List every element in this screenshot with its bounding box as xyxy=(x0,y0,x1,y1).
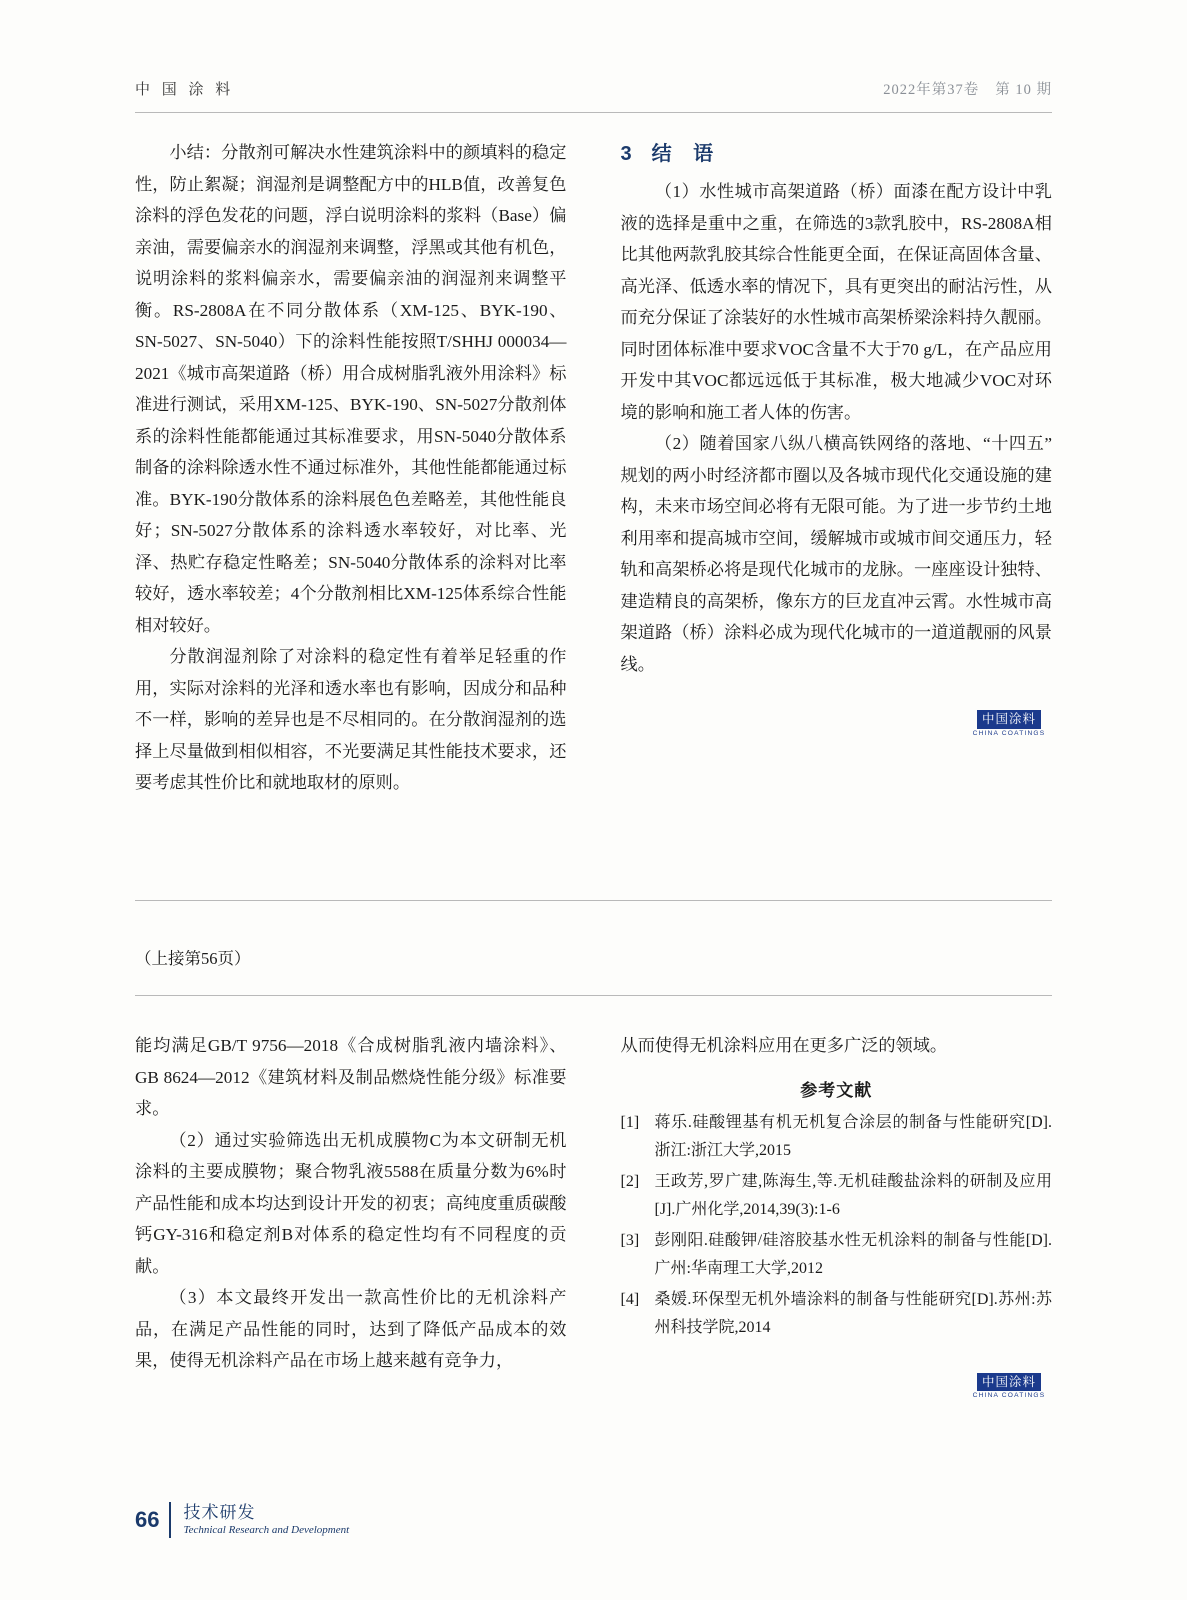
bottom-article-columns xyxy=(135,1030,1052,1400)
issue-info xyxy=(883,78,1052,99)
paragraph: 小结：分散剂可解决水性建筑涂料中的颜填料的稳定性，防止絮凝；润湿剂是调整配方中的HLB值，改善复色涂料的浮色发花的问题，浮白说明涂料的浆料（Base）偏亲油，需要偏亲水的润湿剂来调整，浮黑或其他有机色，说明涂料的浆料偏亲水，需要偏亲油的润湿剂来调整平衡。RS-2808A在不同分散体系（XM-125、BYK-190、SN-5027、SN-5040）下的涂料性能按照T/SHHJ 000034—2021《城市高架道路（桥）用合成树脂乳液外用涂料》标准进行测试，采用XM-125、BYK-190、SN-5027分散剂体系的涂料性能都能通过其标准要求，用SN-5040分散体系制备的涂料除透水性不通过标准外，其他性能都能通过标准。BYK-190分散体系的涂料展色色差略差，其他性能良好；SN-5027分散体系的涂料透水率较好，对比率、光泽、热贮存稳定性略差；SN-5040分散体系的涂料对比率较好，透水率较差；4个分散剂相比XM-125体系综合性能相对较好。 xyxy=(135,143,567,635)
secondary-divider xyxy=(135,995,1052,996)
section-number: 3 xyxy=(620,143,634,165)
reference-number: [2] xyxy=(620,1172,640,1190)
section-heading xyxy=(621,137,1053,166)
paragraph: （2）通过实验筛选出无机成膜物C为本文研制无机涂料的主要成膜物；聚合物乳液5588在质量分数为6%时产品性能和成本均达到设计开发的初衷；高纯度重质碳酸钙GY-316和稳定剂B对体系的稳定性均有不同程度的贡献。 xyxy=(135,1130,567,1276)
logo-en-text: CHINA COATINGS xyxy=(972,729,1046,737)
reference-item xyxy=(621,1168,1053,1225)
reference-number: [3] xyxy=(620,1231,640,1249)
footer-section-en: Technical Research and Development xyxy=(183,1524,350,1536)
reference-number: [4] xyxy=(620,1290,640,1308)
reference-text: 彭刚阳.硅酸钾/硅溶胶基水性无机涂料的制备与性能[D].广州:华南理工大学,2012 xyxy=(654,1231,1052,1277)
journal-name: 中 国 涂 料 xyxy=(135,82,235,98)
paragraph: 分散润湿剂除了对涂料的稳定性有着举足轻重的作用，实际对涂料的光泽和透水率也有影响，因成分和品种不一样，影响的差异也是不尽相同的。在分散润湿剂的选择上尽量做到相似相容，不光要满足其性能技术要求，还要考虑其性价比和就地取材的原则。 xyxy=(135,647,567,792)
footer-section-cn: 技术研发 xyxy=(183,1503,256,1522)
page-footer xyxy=(135,1502,349,1538)
issue-number: 第 10 期 xyxy=(995,82,1052,98)
references-heading: 参考文献 xyxy=(800,1080,873,1100)
reference-item xyxy=(621,1109,1053,1166)
china-coatings-logo xyxy=(966,1373,1052,1400)
china-coatings-logo xyxy=(966,710,1052,737)
reference-text: 蒋乐.硅酸锂基有机无机复合涂层的制备与性能研究[D].浙江:浙江大学,2015 xyxy=(654,1113,1052,1159)
logo-cn-text: 中国涂料 xyxy=(977,710,1041,729)
bottom-article-left-column xyxy=(135,1030,567,1400)
footer-divider-bar xyxy=(169,1502,171,1538)
reference-text: 王政芳,罗广建,陈海生,等.无机硅酸盐涂料的研制及应用[J].广州化学,2014,39(3):1-6 xyxy=(654,1172,1052,1218)
reference-number: [1] xyxy=(620,1113,640,1131)
top-article-left-column xyxy=(135,137,567,799)
continued-from-note: （上接第56页） xyxy=(135,949,251,968)
paragraph: 从而使得无机涂料应用在更多广泛的领域。 xyxy=(620,1036,948,1055)
top-article-columns xyxy=(135,137,1052,799)
paragraph: 能均满足GB/T 9756—2018《合成树脂乳液内墙涂料》、GB 8624—2012《建筑材料及制品燃烧性能分级》标准要求。 xyxy=(135,1036,567,1118)
reference-item xyxy=(621,1227,1053,1284)
reference-item xyxy=(621,1286,1053,1343)
paragraph: （3）本文最终开发出一款高性价比的无机涂料产品，在满足产品性能的同时，达到了降低产品成本的效果，使得无机涂料产品在市场上越来越有竞争力， xyxy=(135,1288,567,1370)
section-title: 结 语 xyxy=(651,143,722,165)
issue-year: 2022年第37卷 xyxy=(883,82,980,98)
page-header xyxy=(135,78,1052,113)
paragraph: （2）随着国家八纵八横高铁网络的落地、“十四五”规划的两小时经济都市圈以及各城市现代化交通设施的建构，未来市场空间必将有无限可能。为了进一步节约土地利用率和提高城市空间，缓解城市或城市间交通压力，轻轨和高架桥必将是现代化城市的龙脉。一座座设计独特、建造精良的高架桥，像东方的巨龙直冲云霄。水性城市高架道路（桥）涂料必成为现代化城市的一道道靓丽的风景线。 xyxy=(620,434,1052,674)
article-divider xyxy=(135,900,1052,901)
reference-text: 桑媛.环保型无机外墙涂料的制备与性能研究[D].苏州:苏州科技学院,2014 xyxy=(654,1290,1052,1336)
paragraph: （1）水性城市高架道路（桥）面漆在配方设计中乳液的选择是重中之重，在筛选的3款乳胶中，RS-2808A相比其他两款乳胶其综合性能更全面，在保证高固体含量、高光泽、低透水率的情况下，具有更突出的耐沾污性，从而充分保证了涂装好的水性城市高架桥梁涂料持久靓丽。同时团体标准中要求VOC含量不大于70 g/L，在产品应用开发中其VOC都远远低于其标准，极大地减少VOC对环境的影响和施工者人体的伤害。 xyxy=(620,182,1052,422)
logo-cn-text: 中国涂料 xyxy=(977,1373,1041,1392)
bottom-article-right-column xyxy=(621,1030,1053,1400)
footer-section-label xyxy=(183,1503,349,1537)
logo-en-text: CHINA COATINGS xyxy=(972,1392,1046,1399)
page-number: 66 xyxy=(135,1507,160,1532)
top-article-right-column xyxy=(621,137,1053,799)
